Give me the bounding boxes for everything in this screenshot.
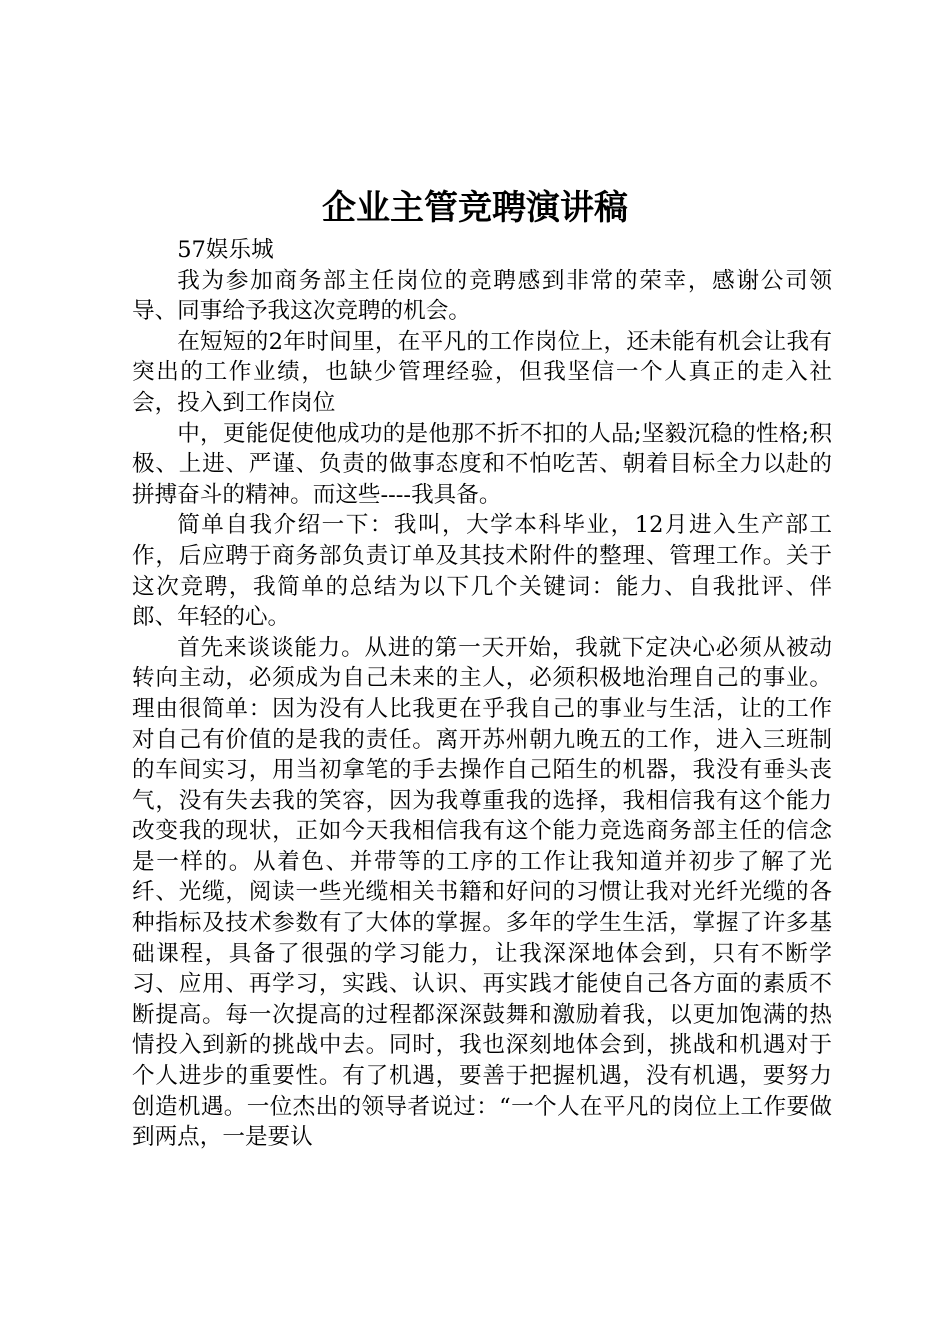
- paragraph-thanks: 我为参加商务部主任岗位的竞聘感到非常的荣幸，感谢公司领导、同事给予我这次竞聘的机会。: [132, 267, 832, 325]
- paragraph-belief: 在短短的2年时间里，在平凡的工作岗位上，还未能有机会让我有突出的工作业绩，也缺少管理经验，但我坚信一个人真正的走入社会，投入到工作岗位: [132, 328, 832, 416]
- document-title: 企业主管竞聘演讲稿: [322, 188, 628, 228]
- paragraph-self-intro: 简单自我介绍一下：我叫，大学本科毕业，12月进入生产部工作，后应聘于商务部负责订单及其技术附件的整理、管理工作。关于这次竞聘，我简单的总结为以下几个关键词：能力、自我批评、伴郎、年轻的心。: [132, 512, 832, 631]
- paragraph-source-line: 57娱乐城: [177, 237, 274, 263]
- document-body: [132, 235, 832, 1153]
- paragraph-character: 中，更能促使他成功的是他那不折不扣的人品;坚毅沉稳的性格;积极、上进、严谨、负责的做事态度和不怕吃苦、朝着目标全力以赴的拼搏奋斗的精神。而这些----我具备。: [132, 420, 832, 508]
- paragraph-ability: 首先来谈谈能力。从进的第一天开始，我就下定决心必须从被动转向主动，必须成为自己未来的主人，必须积极地治理自己的事业。理由很简单：因为没有人比我更在乎我自己的事业与生活，让的工作对自己有价值的是我的责任。离开苏州朝九晚五的工作，进入三班制的车间实习，用当初拿笔的手去操作自己陌生的机器，我没有垂头丧气，没有失去我的笑容，因为我尊重我的选择，我相信我有这个能力改变我的现状，正如今天我相信我有这个能力竞选商务部主任的信念是一样的。从着色、并带等的工序的工作让我知道并初步了解了光纤、光缆，阅读一些光缆相关书籍和好问的习惯让我对光纤光缆的各种指标及技术参数有了大体的掌握。多年的学生生活，掌握了许多基础课程，具备了很强的学习能力，让我深深地体会到，只有不断学习、应用、再学习，实践、认识、再实践才能使自己各方面的素质不断提高。每一次提高的过程都深深鼓舞和激励着我，以更加饱满的热情投入到新的挑战中去。同时，我也深刻地体会到，挑战和机遇对于个人进步的重要性。有了机遇，要善于把握机遇，没有机遇，要努力创造机遇。一位杰出的领导者说过：“一个人在平凡的岗位上工作要做到两点，一是要认: [132, 634, 832, 1151]
